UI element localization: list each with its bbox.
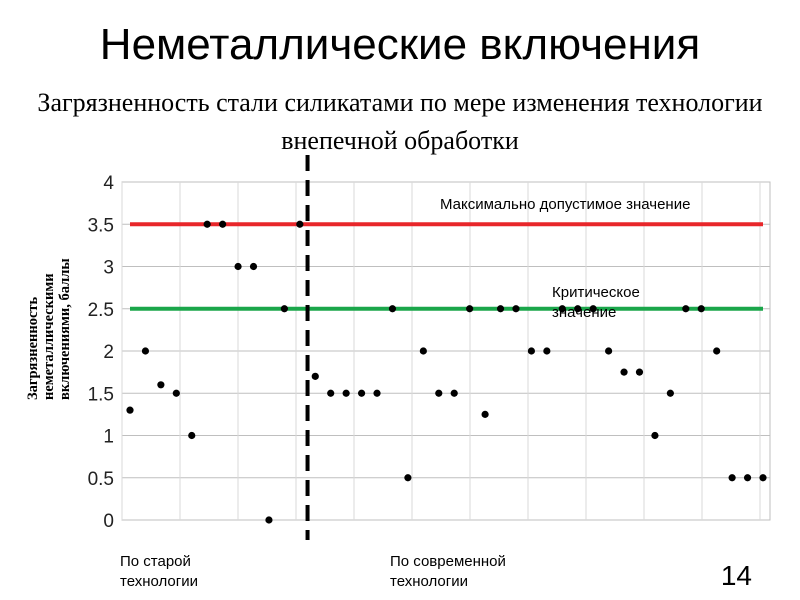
data-point <box>497 305 504 312</box>
data-point <box>744 474 751 481</box>
data-point <box>373 390 380 397</box>
old-technology-label: По старой технологии <box>120 553 199 590</box>
data-point <box>404 474 411 481</box>
data-point <box>157 381 164 388</box>
data-point <box>713 347 720 354</box>
page-number: 14 <box>720 560 752 591</box>
data-point <box>651 432 658 439</box>
data-point <box>281 305 288 312</box>
max-allowed-label: Максимально допустимое значение <box>440 196 691 213</box>
data-point <box>420 347 427 354</box>
data-point <box>435 390 442 397</box>
data-point <box>265 516 272 523</box>
slide-title: Неметаллические включения <box>99 20 701 69</box>
data-point <box>250 263 257 270</box>
data-point <box>188 432 195 439</box>
data-point <box>312 373 319 380</box>
y-tick-label: 1 <box>103 426 114 448</box>
data-point <box>234 263 241 270</box>
modern-technology-label: По современной технологии <box>390 553 506 590</box>
y-tick-label: 0 <box>103 511 114 532</box>
data-point <box>219 221 226 228</box>
data-point <box>729 474 736 481</box>
y-axis-label-text: Загрязненность неметаллическими включениями, баллы <box>25 258 73 400</box>
y-tick-label: 2 <box>103 342 114 363</box>
data-point <box>296 221 303 228</box>
data-point <box>358 390 365 397</box>
data-point <box>481 411 488 418</box>
data-point <box>142 347 149 354</box>
y-tick-label: 3.5 <box>87 215 114 237</box>
data-point <box>528 347 535 354</box>
y-tick-label: 0.5 <box>87 468 114 490</box>
data-point <box>759 474 766 481</box>
data-point <box>204 221 211 228</box>
data-point <box>512 305 519 312</box>
data-point <box>466 305 473 312</box>
y-tick-label: 3 <box>103 257 114 279</box>
data-point <box>126 407 133 414</box>
slide-subtitle: Загрязненность стали силикатами по мере изменения технологии внепечной обработки <box>37 88 763 155</box>
data-point <box>543 347 550 354</box>
data-point <box>620 369 627 376</box>
data-point <box>327 390 334 397</box>
data-point <box>173 390 180 397</box>
data-point <box>636 369 643 376</box>
data-point <box>343 390 350 397</box>
y-tick-label: 2.5 <box>87 299 114 321</box>
data-point <box>667 390 674 397</box>
y-tick-label: 1.5 <box>87 384 114 406</box>
critical-value-label: Критическое значение <box>552 284 640 321</box>
data-point <box>389 305 396 312</box>
y-tick-label: 4 <box>103 173 114 194</box>
data-point <box>451 390 458 397</box>
data-point <box>605 347 612 354</box>
